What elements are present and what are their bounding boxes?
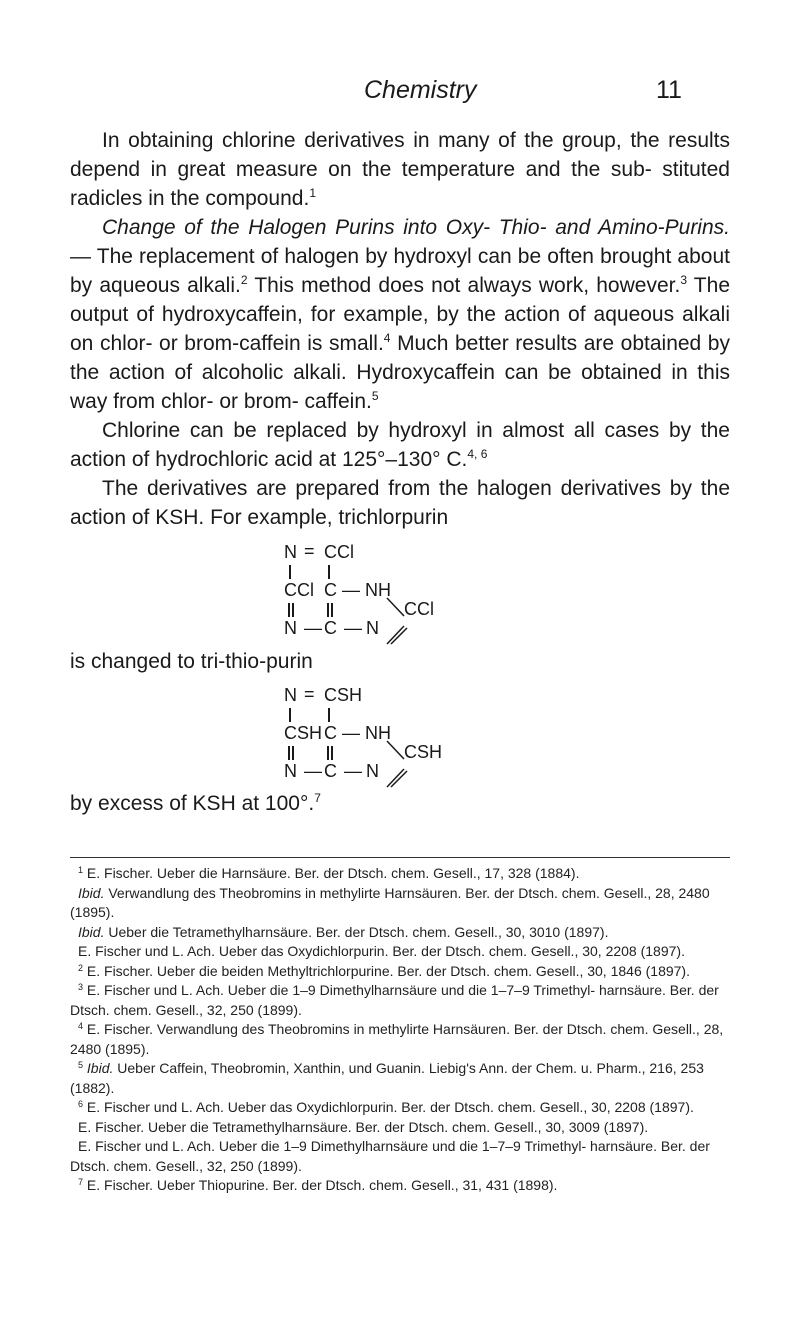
footnote-lead: Ibid. (78, 923, 105, 940)
atom: C (324, 618, 337, 638)
atom: N (284, 618, 297, 638)
paragraph-2-text-b: This method does not always work, however. (247, 274, 681, 297)
body-block-3 (70, 789, 730, 818)
footnote-item (70, 1176, 730, 1196)
atom: N (366, 618, 379, 638)
footnote-text: E. Fischer und L. Ach. Ueber das Oxydichlorpurin. Ber. der Dtsch. chem. Gesell., 30, 2208 (1897). (86, 1099, 694, 1115)
footnote-text: E. Fischer und L. Ach. Ueber die 1–9 Dimethylharnsäure und die 1–7–9 Trimethyl- harnsäure. Ber. der Dtsch. chem. Gesell., 32, 250 (1899). (70, 982, 719, 1018)
double-bond: = (304, 684, 315, 704)
paragraph-5-text: is changed to tri-thio-purin (70, 650, 313, 673)
footnote-ref: 4, 6 (467, 447, 488, 461)
footnote-text: E. Fischer und L. Ach. Ueber die 1–9 Dimethylharnsäure und die 1–7–9 Trimethyl- harnsäure. Ber. der Dtsch. chem. Gesell., 32, 250 (1899). (70, 1138, 710, 1174)
paragraph-4-text: The derivatives are prepared from the halogen derivatives by the action of KSH. For example, trichlorpurin (70, 477, 730, 529)
footnote-item (70, 1137, 730, 1176)
footnote-ref: 4 (383, 331, 391, 345)
double-bond (288, 603, 290, 617)
single-bond (289, 565, 291, 579)
paragraph-1-text: In obtaining chlorine derivatives in many of the group, the results depend in great measure on the temperature and the sub- stituted radicles in the compound. (70, 129, 730, 210)
body-block-1 (70, 126, 730, 532)
atom: CSH (324, 685, 363, 705)
footnote-item (70, 942, 730, 962)
atom: C (324, 761, 337, 781)
footnote-ref: 1 (309, 186, 316, 200)
footnote-text: E. Fischer. Ueber die Harnsäure. Ber. der Dtsch. chem. Gesell., 17, 328 (1884). (86, 865, 580, 881)
paragraph-6-text: by excess of KSH at 100°. (70, 792, 315, 815)
footnote-text: Verwandlung des Theobromins in methylirte Harnsäuren. Ber. der Dtsch. chem. Gesell., 28, 2480 (1895). (70, 884, 710, 920)
footnote-item (70, 1098, 730, 1118)
paragraph-5 (70, 647, 730, 676)
footnote-ref: 7 (314, 791, 321, 805)
footnote-text: E. Fischer. Ueber Thiopurine. Ber. der Dtsch. chem. Gesell., 31, 431 (1898). (86, 1177, 558, 1193)
footnote-text: Ueber die Tetramethylharnsäure. Ber. der Dtsch. chem. Gesell., 30, 3010 (1897). (104, 923, 609, 940)
atom: N (284, 685, 297, 705)
paragraph-2-text-a: — The replacement of halogen by hydroxyl can be often brought about by aqueous alkali. (70, 245, 730, 297)
footnote-mark: 2 (78, 962, 84, 973)
footnote-item (70, 864, 730, 884)
paragraph-2-text-d: Much better results are obtained by the action of alcoholic alkali. Hydroxycaffein can be obtained in this way from chlor- or brom- caffein. (70, 332, 730, 413)
double-bond (331, 603, 333, 617)
paragraph-3 (70, 416, 730, 474)
footnote-ref: 2 (240, 273, 248, 287)
bond-upper (387, 598, 404, 616)
footnote-mark: 5 (78, 1060, 84, 1070)
paragraph-2 (70, 213, 730, 416)
single-bond (289, 708, 291, 722)
footnote-item (70, 1020, 730, 1059)
double-bond: = (304, 541, 315, 561)
footnote-text: Ueber Caffein, Theobromin, Xanthin, und Guanin. Liebig's Ann. der Chem. u. Pharm., 216, 253 (1882). (70, 1060, 704, 1096)
footnote-lead: Ibid. (78, 884, 105, 901)
atom: CSH (404, 742, 443, 762)
running-header (0, 76, 800, 106)
double-bond (292, 603, 294, 617)
footnote-mark: 1 (78, 865, 84, 875)
bond-lower (387, 769, 404, 787)
footnote-mark: 4 (78, 1021, 84, 1031)
bond-lower (387, 626, 404, 644)
page-number: 11 (656, 76, 682, 104)
single-bond: — (304, 618, 322, 638)
footnote-ref: 3 (680, 273, 687, 287)
paragraph-3-text: Chlorine can be replaced by hydroxyl in almost all cases by the action of hydrochloric acid at 125°–130° C. (70, 419, 730, 471)
footnote-ref: 5 (371, 389, 379, 403)
paragraph-6 (70, 789, 730, 818)
double-bond (331, 746, 333, 760)
paragraph-1 (70, 126, 730, 213)
footnote-text: E. Fischer. Ueber die beiden Methyltrichlorpurine. Ber. der Dtsch. chem. Gesell., 30, 1846 (1897). (86, 962, 690, 979)
double-bond (292, 746, 294, 760)
atom-group: C — NH (324, 580, 391, 600)
footnote-item (70, 923, 730, 943)
footnote-divider (70, 857, 730, 858)
footnotes (70, 864, 730, 1196)
footnote-item (70, 884, 730, 923)
atom: CCl (324, 542, 354, 562)
footnote-item (70, 1059, 730, 1098)
footnote-item (70, 962, 730, 982)
single-bond (328, 565, 330, 579)
paragraph-4 (70, 474, 730, 532)
single-bond: — (344, 618, 362, 638)
body-block-2 (70, 647, 730, 676)
footnote-mark: 7 (78, 1177, 84, 1187)
atom-group: C — NH (324, 723, 391, 743)
footnote-item (70, 981, 730, 1020)
formula-trichlorpurin (284, 542, 524, 642)
footnote-mark: 3 (78, 982, 84, 992)
double-bond (327, 746, 329, 760)
double-bond (327, 603, 329, 617)
running-title: Chemistry (364, 76, 477, 104)
paragraph-2-text-c: The output of hydroxycaffein, for example, by the action of aqueous alkali on chlor- or brom-caffein is small. (70, 274, 730, 355)
footnote-text: E. Fischer. Verwandlung des Theobromins in methylirte Harnsäuren. Ber. der Dtsch. chem. Gesell., 28, 2480 (1895). (70, 1021, 724, 1057)
atom: CCl (284, 580, 314, 600)
bond-upper (387, 741, 404, 759)
double-bond (288, 746, 290, 760)
section-heading: Change of the Halogen Purins into Oxy- Thio- and Amino-Purins. (102, 216, 730, 239)
footnote-item (70, 1118, 730, 1138)
single-bond: — (304, 761, 322, 781)
atom: N (284, 542, 297, 562)
atom: N (366, 761, 379, 781)
footnote-lead: Ibid. (86, 1060, 114, 1076)
atom: N (284, 761, 297, 781)
atom: CCl (404, 599, 434, 619)
formula-trithiopurin (284, 685, 524, 785)
single-bond (328, 708, 330, 722)
footnote-mark: 6 (78, 1099, 84, 1109)
footnote-text: E. Fischer und L. Ach. Ueber das Oxydichlorpurin. Ber. der Dtsch. chem. Gesell., 30, 2208 (1897). (78, 943, 685, 959)
footnote-text: E. Fischer. Ueber die Tetramethylharnsäure. Ber. der Dtsch. chem. Gesell., 30, 3009 (1897). (78, 1118, 649, 1135)
atom: CSH (284, 723, 323, 743)
single-bond: — (344, 761, 362, 781)
